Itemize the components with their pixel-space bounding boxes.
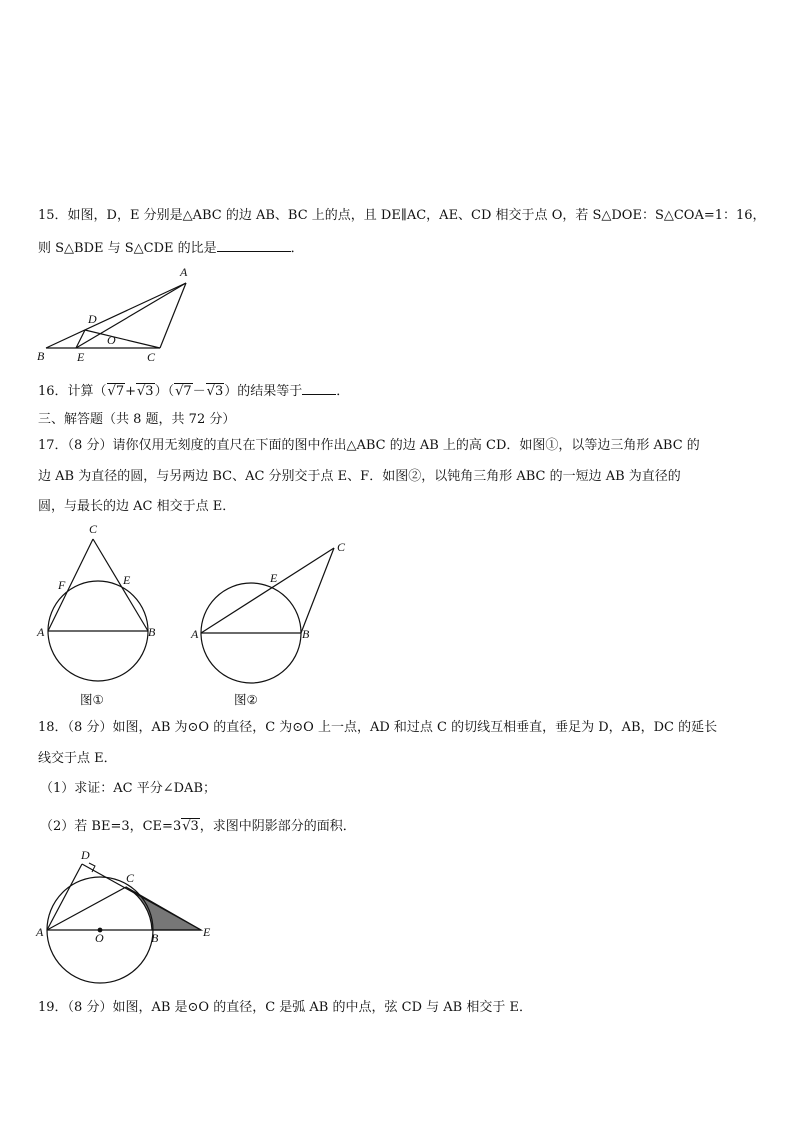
q15-label-A: A — [180, 265, 188, 279]
q18-label-A: A — [36, 925, 44, 939]
q18-line1: 18．（8 分）如图，AB 为⊙O 的直径，C 为⊙O 上一点，AD 和过点 C 的切线互相垂直，垂足为 D，AB，DC 的延长 — [38, 720, 718, 735]
q17-fig2-label-B: B — [302, 627, 310, 641]
q18-label-B: B — [151, 931, 159, 945]
q17-fig2-label-A: A — [191, 627, 199, 641]
q17-fig2-label-C: C — [337, 540, 346, 554]
section3-heading: 三、解答题（共 8 题，共 72 分） — [38, 412, 236, 427]
q16-post: ）的结果等于 — [224, 384, 303, 399]
q18-line2: 线交于点 E． — [38, 751, 117, 766]
q17-fig1-label-F: F — [58, 578, 66, 592]
q16-sqrt3-a: √3 — [137, 384, 154, 399]
q16-mid: ）（ — [154, 384, 175, 399]
q18-label-C: C — [126, 871, 135, 885]
q18-label-O: O — [95, 931, 104, 945]
q18-sub2-text: （2）若 BE=3，CE=3 — [40, 819, 182, 834]
q16-sqrt7-a: √7 — [107, 384, 125, 399]
q16-plus: + — [125, 384, 137, 399]
q17-fig1-label-C: C — [89, 522, 98, 536]
q15-label-E: E — [77, 350, 85, 364]
q15-label-C: C — [147, 350, 156, 364]
q15-label-O: O — [107, 333, 116, 347]
q15-label-D: D — [88, 312, 97, 326]
q16-minus: － — [192, 384, 206, 399]
q17-fig1-label-B: B — [148, 625, 156, 639]
q18-sub2-end: ，求图中阴影部分的面积． — [199, 819, 356, 834]
q18-sub2-sqrt3: √3 — [182, 819, 199, 834]
q17-fig2-label-E: E — [270, 571, 278, 585]
q19-line1: 19．（8 分）如图，AB 是⊙O 的直径，C 是弧 AB 的中点，弦 CD 与 AB 相交于 E． — [38, 1000, 532, 1015]
q16-end: ． — [336, 384, 350, 399]
q17-fig1-label-A: A — [37, 625, 45, 639]
q17-line2: 边 AB 为直径的圆，与另两边 BC、AC 分别交于点 E、F．如图②，以钝角三角形 ABC 的一短边 AB 为直径的 — [38, 469, 681, 484]
q18-label-E: E — [203, 925, 211, 939]
q15-line1: 15．如图，D，E 分别是△ABC 的边 AB、BC 上的点，且 DE∥AC，AE、CD 相交于点 O，若 S△DOE：S△COA=1：16， — [38, 208, 766, 223]
q17-fig1-label-E: E — [123, 573, 131, 587]
q17-line3: 圆，与最长的边 AC 相交于点 E． — [38, 499, 236, 514]
q18-sub1: （1）求证：AC 平分∠DAB； — [40, 781, 216, 796]
q17-fig2-caption: 图② — [234, 692, 258, 707]
q17-line1: 17．（8 分）请你仅用无刻度的直尺在下面的图中作出△ABC 的边 AB 上的高 CD．如图①，以等边三角形 ABC 的 — [38, 438, 700, 453]
q16-sqrt3-b: √3 — [206, 384, 224, 399]
q15-label-B: B — [37, 349, 45, 363]
q18-label-D: D — [81, 848, 90, 862]
q15-line2-text: 则 S△BDE 与 S△CDE 的比是 — [38, 241, 217, 256]
q16-pre: 16．计算（ — [38, 384, 107, 399]
q16-sqrt7-b: √7 — [175, 384, 192, 399]
q15-line2-end: ． — [290, 241, 304, 256]
q17-fig1-caption: 图① — [80, 692, 104, 707]
